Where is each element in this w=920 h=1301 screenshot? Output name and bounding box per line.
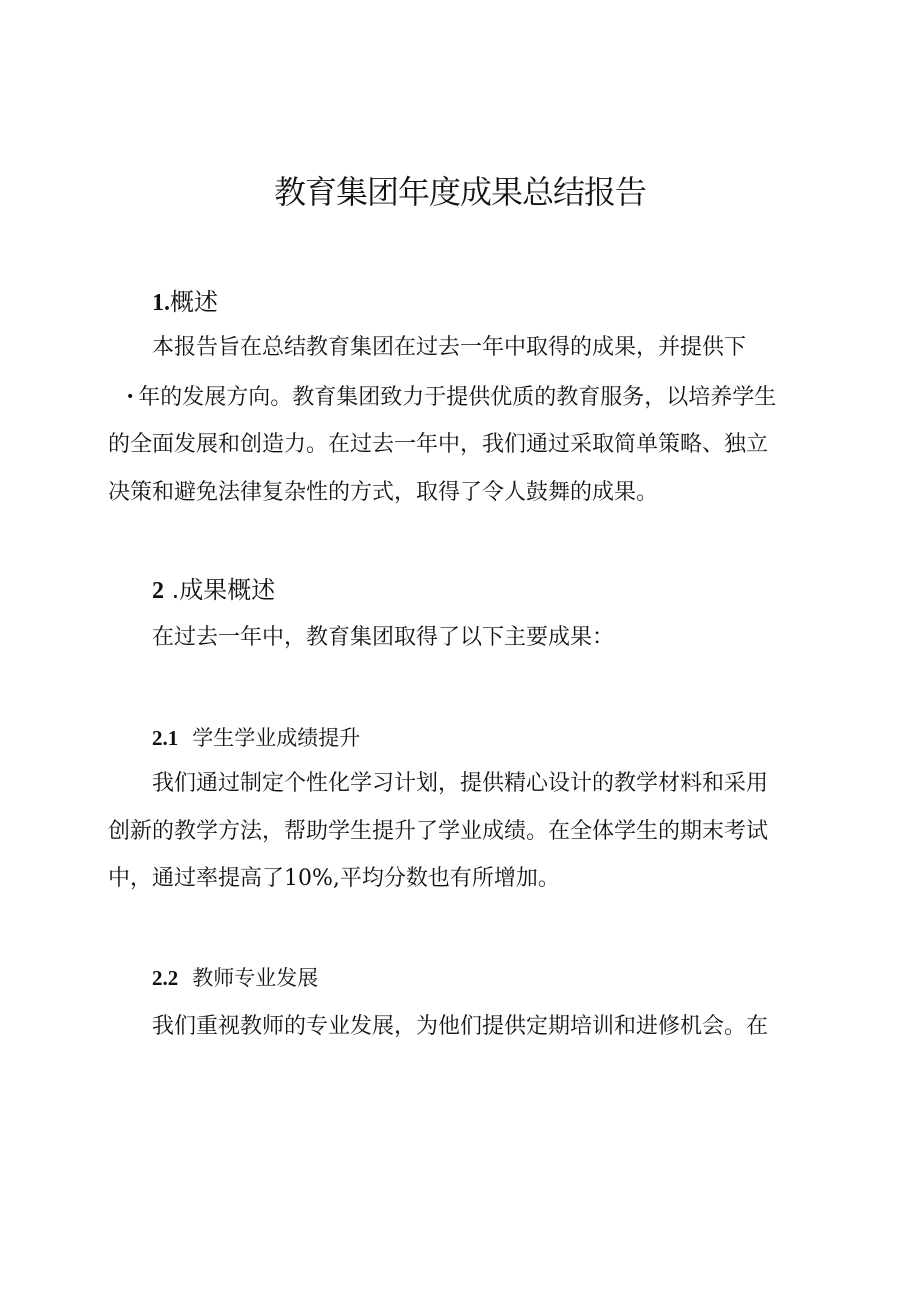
paragraph-line: 我们重视教师的专业发展，为他们提供定期培训和进修机会。在 [152, 1014, 769, 1039]
subsection-heading-academic [152, 722, 360, 754]
paragraph-line: 本报告旨在总结教育集团在过去一年中取得的成果，并提供下 [152, 335, 747, 360]
paragraph-line: 在过去一年中，教育集团取得了以下主要成果： [152, 625, 615, 650]
section-heading-overview [152, 284, 218, 321]
subsection-heading-teachers [152, 962, 318, 994]
section-title: .成果概述 [164, 576, 276, 604]
paragraph-line: 决策和避免法律复杂性的方式，取得了令人鼓舞的成果。 [108, 480, 659, 505]
section-title: 学生学业成绩提升 [192, 726, 361, 750]
section-number: 2.2 [152, 966, 179, 990]
document-title: 教育集团年度成果总结报告 [273, 173, 646, 211]
section-title: 概述 [170, 288, 218, 316]
paragraph-line: 创新的教学方法，帮助学生提升了学业成绩。在全体学生的期末考试 [108, 819, 769, 844]
paragraph-line: 中，通过率提高了10%,平均分数也有所增加。 [108, 866, 560, 891]
section-number: 2 [152, 578, 164, 604]
section-number: 1. [152, 290, 170, 316]
paragraph-line: 的全面发展和创造力。在过去一年中，我们通过采取简单策略、独立 [108, 432, 769, 457]
section-heading-results [152, 572, 275, 609]
paragraph-line [126, 380, 776, 415]
bullet-marker: • [126, 389, 135, 405]
paragraph-line: 我们通过制定个性化学习计划，提供精心设计的教学材料和采用 [152, 771, 769, 796]
section-title: 教师专业发展 [192, 966, 319, 990]
section-number: 2.1 [152, 726, 179, 750]
paragraph-line-text: 年的发展方向。教育集团致力于提供优质的教育服务，以培养学生 [138, 385, 777, 410]
